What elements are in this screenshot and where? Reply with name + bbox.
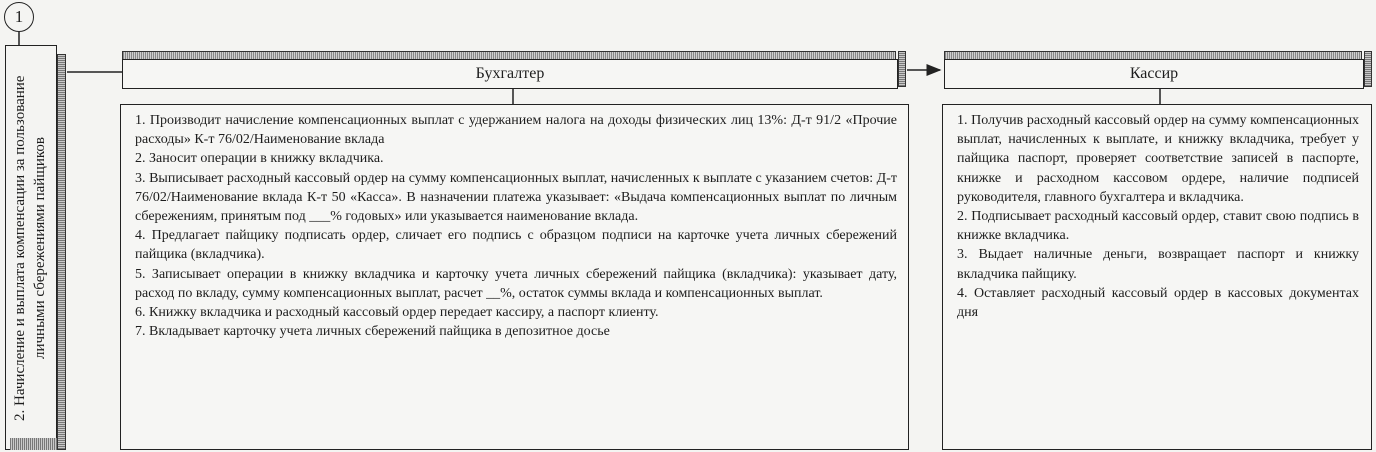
accountant-header-shadow-right <box>898 51 906 87</box>
cashier-step: 3. Выдает наличные деньги, возвращает паспорт и книжку вкладчика пайщику. <box>957 247 1359 282</box>
accountant-step: 5. Записывает операции в книжку вкладчика и карточку учета личных сбережений пайщика (вкладчика): указывает дату, расход по вкладу, сумму компенсационных выплат, расчет __%, остаток суммы вклада и компенсационных выплат. <box>135 266 897 301</box>
step-marker-circle <box>4 2 34 32</box>
cashier-step: 1. Получив расходный кассовый ордер на сумму компенсационных выплат, начисленных к выплате, и книжку вкладчика, требует у пайщика паспорт, проверяет соответствие записей в паспорте, книжке и расходном кассовом ордере, наличие подписей руководителя, главного бухгалтера и вкладчика. <box>957 113 1359 205</box>
cashier-title: Кассир <box>1129 65 1179 82</box>
accountant-step: 1. Производит начисление компенсационных выплат с удержанием налога на доходы физических лиц 13%: Д-т 91/2 «Прочие расходы» К-т 76/02/Наименование вклада <box>135 113 897 148</box>
section-title: 2. Начисление и выплата компенсации за пользование личными сбережениями пайщиков <box>12 75 48 422</box>
accountant-steps-box <box>120 104 909 450</box>
accountant-step: 7. Вкладывает карточку учета личных сбережений пайщика в депозитное досье <box>135 324 610 340</box>
accountant-step: 2. Заносит операции в книжку вкладчика. <box>135 151 384 167</box>
accountant-step: 6. Книжку вкладчика и расходный кассовый ордер передает кассиру, а паспорт клиенту. <box>135 305 659 321</box>
accountant-header-shadow-top <box>122 51 896 59</box>
accountant-header <box>122 59 898 89</box>
cashier-header-shadow-right <box>1364 51 1372 87</box>
cashier-header-shadow-top <box>944 51 1362 59</box>
accountant-step: 4. Предлагает пайщику подписать ордер, сличает его подпись с образцом подписи на карточке учета личных сбережений пайщика (вкладчика). <box>135 228 897 263</box>
cashier-step: 2. Подписывает расходный кассовый ордер, ставит свою подпись в книжке вкладчика. <box>957 209 1359 244</box>
cashier-steps-box <box>942 104 1372 450</box>
accountant-step: 3. Выписывает расходный кассовый ордер на сумму компенсационных выплат, начисленных к выплате с указанием счетов: Д-т 76/02/Наименование вклада К-т 50 «Касса». В назначении платежа указывает: «Выдача компенсационных выплат по личным сбережениям, принятым под ___% годовых» или указывается наименование вклада. <box>135 170 897 225</box>
cashier-header <box>944 59 1364 89</box>
cashier-step: 4. Оставляет расходный кассовый ордер в кассовых документах дня <box>957 285 1359 321</box>
accountant-title: Бухгалтер <box>475 65 545 82</box>
step-marker-label: 1 <box>14 7 24 26</box>
bar-shadow-right <box>57 54 66 450</box>
section-title-bar <box>5 45 57 450</box>
